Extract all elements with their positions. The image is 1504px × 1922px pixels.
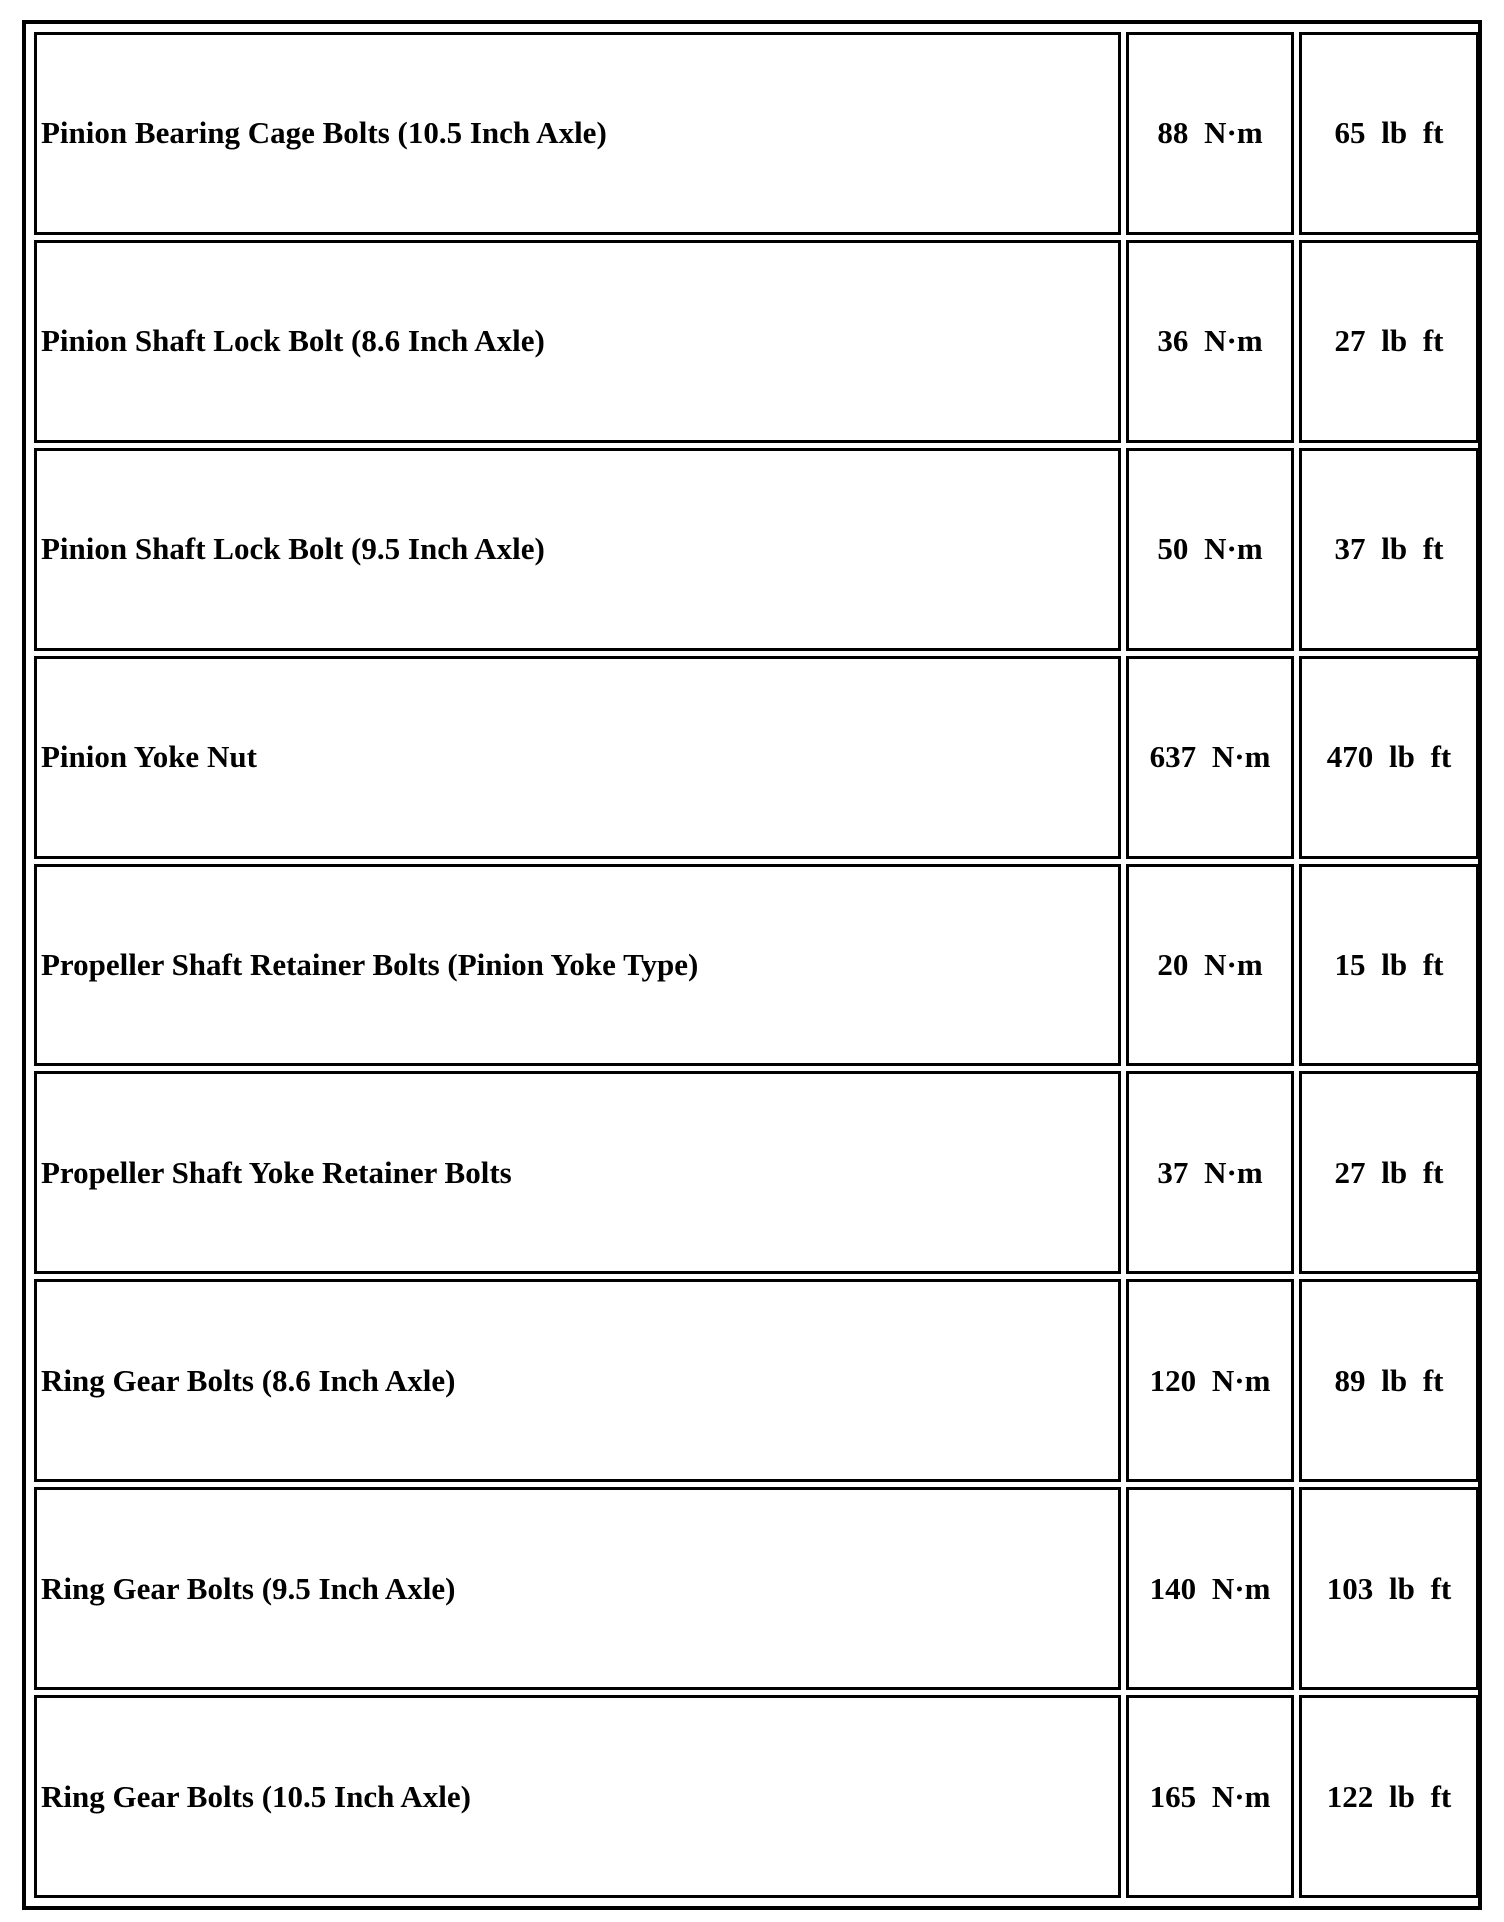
table-row (34, 1487, 1479, 1690)
table-row (34, 32, 1479, 235)
english-torque: 470 lb ft (1299, 656, 1479, 859)
fastener-description: Ring Gear Bolts (10.5 Inch Axle) (34, 1695, 1121, 1898)
english-torque: 37 lb ft (1299, 448, 1479, 651)
fastener-description: Pinion Yoke Nut (34, 656, 1121, 859)
english-torque: 27 lb ft (1299, 1071, 1479, 1274)
fastener-description: Pinion Bearing Cage Bolts (10.5 Inch Axle) (34, 32, 1121, 235)
metric-torque: 37 N·m (1126, 1071, 1294, 1274)
fastener-description: Ring Gear Bolts (9.5 Inch Axle) (34, 1487, 1121, 1690)
metric-torque: 140 N·m (1126, 1487, 1294, 1690)
english-torque: 122 lb ft (1299, 1695, 1479, 1898)
table-row (34, 240, 1479, 443)
fastener-description: Propeller Shaft Retainer Bolts (Pinion Yoke Type) (34, 864, 1121, 1067)
table-row (34, 656, 1479, 859)
metric-torque: 637 N·m (1126, 656, 1294, 859)
english-torque: 89 lb ft (1299, 1279, 1479, 1482)
english-torque: 65 lb ft (1299, 32, 1479, 235)
english-torque: 15 lb ft (1299, 864, 1479, 1067)
metric-torque: 88 N·m (1126, 32, 1294, 235)
english-torque: 27 lb ft (1299, 240, 1479, 443)
metric-torque: 120 N·m (1126, 1279, 1294, 1482)
table-row (34, 864, 1479, 1067)
table-row (34, 448, 1479, 651)
table-row (34, 1279, 1479, 1482)
fastener-description: Pinion Shaft Lock Bolt (9.5 Inch Axle) (34, 448, 1121, 651)
metric-torque: 36 N·m (1126, 240, 1294, 443)
fastener-description: Ring Gear Bolts (8.6 Inch Axle) (34, 1279, 1121, 1482)
torque-spec-table (29, 27, 1484, 1903)
metric-torque: 20 N·m (1126, 864, 1294, 1067)
table-row (34, 1695, 1479, 1898)
metric-torque: 165 N·m (1126, 1695, 1294, 1898)
fastener-description: Pinion Shaft Lock Bolt (8.6 Inch Axle) (34, 240, 1121, 443)
fastener-description: Propeller Shaft Yoke Retainer Bolts (34, 1071, 1121, 1274)
table-row (34, 1071, 1479, 1274)
metric-torque: 50 N·m (1126, 448, 1294, 651)
torque-spec-table-frame (22, 20, 1482, 1910)
english-torque: 103 lb ft (1299, 1487, 1479, 1690)
